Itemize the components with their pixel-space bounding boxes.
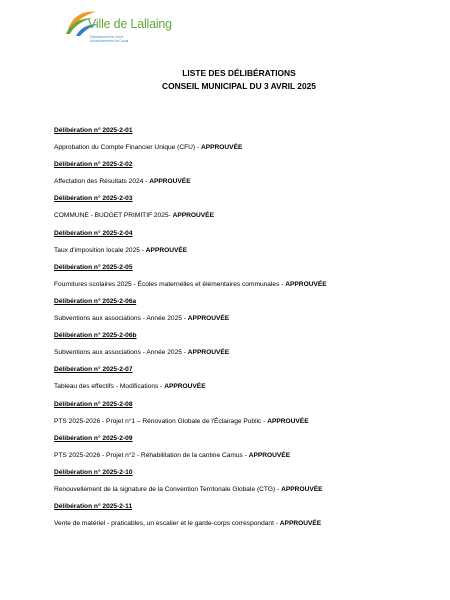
deliberation-description (54, 348, 414, 357)
deliberation-item (54, 331, 414, 365)
deliberation-text: Subventions aux associations - Année 2025 - (54, 349, 188, 357)
deliberations-list (54, 126, 414, 536)
deliberation-heading: Délibération n° 2025-2-06b (54, 332, 137, 340)
deliberation-heading: Délibération n° 2025-2-06a (54, 297, 137, 305)
deliberation-heading: Délibération n° 2025-2-07 (54, 366, 133, 374)
logo-name: Ville de Lallaing (88, 17, 172, 31)
deliberation-status: APPROUVÉE (281, 485, 323, 493)
deliberation-heading: Délibération n° 2025-2-10 (54, 468, 133, 476)
deliberation-item (54, 365, 414, 399)
deliberation-description (54, 280, 414, 289)
logo-subtitle-1: Département du Nord (90, 35, 123, 39)
deliberation-text: Vente de matériel - praticables, un escalier et le garde-corps correspondant - (54, 520, 280, 528)
deliberation-heading: Délibération n° 2025-2-11 (54, 503, 133, 511)
deliberation-status: APPROUVÉE (145, 246, 188, 254)
document-title: LISTE DES DÉLIBÉRATIONS (182, 68, 296, 78)
deliberation-status: APPROUVÉE (200, 144, 243, 151)
deliberation-description (54, 485, 414, 494)
deliberation-status: APPROUVÉE (285, 280, 327, 288)
deliberation-text: COMMUNE - BUDGET PRIMITIF 2025- (54, 212, 173, 220)
deliberation-heading: Délibération n° 2025-2-03 (54, 195, 133, 203)
deliberation-item (54, 160, 414, 194)
deliberation-status: APPROUVÉE (149, 178, 191, 186)
deliberation-item (54, 434, 414, 468)
deliberation-text: Taux d'imposition locale 2025 - (54, 246, 146, 254)
deliberation-heading: Délibération n° 2025-2-09 (54, 434, 133, 442)
deliberation-description (54, 143, 414, 152)
deliberation-heading: Délibération n° 2025-2-08 (54, 400, 133, 408)
deliberation-heading: Délibération n° 2025-2-04 (54, 229, 133, 237)
deliberation-heading: Délibération n° 2025-2-02 (54, 161, 133, 169)
deliberation-status: APPROUVÉE (267, 417, 309, 425)
city-logo (62, 8, 172, 48)
deliberation-description (54, 417, 414, 426)
deliberation-item (54, 229, 414, 263)
deliberation-text: PTS 2025-2026 - Projet n°2 - Réhabilitation de la cantine Camus - (54, 451, 249, 459)
deliberation-item (54, 126, 414, 160)
deliberation-status: APPROUVÉE (248, 451, 291, 459)
deliberation-description (54, 382, 414, 391)
deliberation-text: Subventions aux associations - Année 2025 - (54, 314, 188, 322)
deliberation-description (54, 211, 414, 220)
deliberation-heading: Délibération n° 2025-2-01 (54, 127, 133, 134)
deliberation-description (54, 451, 414, 460)
deliberation-status: APPROUVÉE (187, 349, 230, 357)
deliberation-text: Tableau des effectifs - Modifications - (54, 383, 165, 391)
deliberation-item (54, 468, 414, 502)
deliberation-item (54, 297, 414, 331)
deliberation-description (54, 314, 414, 323)
deliberation-text: Renouvellement de la signature de la Convention Territoriale Globale (CTG) - (54, 485, 282, 493)
logo-subtitle-2: Arrondissement de Douai (90, 39, 129, 43)
document-subtitle: CONSEIL MUNICIPAL DU 3 AVRIL 2025 (162, 81, 316, 91)
deliberation-text: Fournitures scolaires 2025 - Écoles maternelles et élémentaires communales - (54, 280, 286, 288)
deliberation-text: Affectation des Résultats 2024 - (54, 178, 150, 186)
deliberation-status: APPROUVÉE (164, 383, 206, 391)
deliberation-item (54, 502, 414, 536)
deliberation-item (54, 263, 414, 297)
deliberation-description (54, 177, 414, 186)
deliberation-status: APPROUVÉE (187, 314, 230, 322)
deliberation-heading: Délibération n° 2025-2-05 (54, 263, 133, 271)
deliberation-text: PTS 2025-2026 - Projet n°1 – Rénovation Globale de l'Éclairage Public - (54, 417, 268, 425)
deliberation-description (54, 246, 414, 255)
deliberation-description (54, 519, 414, 528)
deliberation-status: APPROUVÉE (279, 520, 322, 528)
deliberation-text: Approbation du Compte Financier Unique (CFU) - (54, 144, 201, 151)
deliberation-item (54, 400, 414, 434)
deliberation-item (54, 194, 414, 228)
deliberation-status: APPROUVÉE (172, 212, 214, 220)
